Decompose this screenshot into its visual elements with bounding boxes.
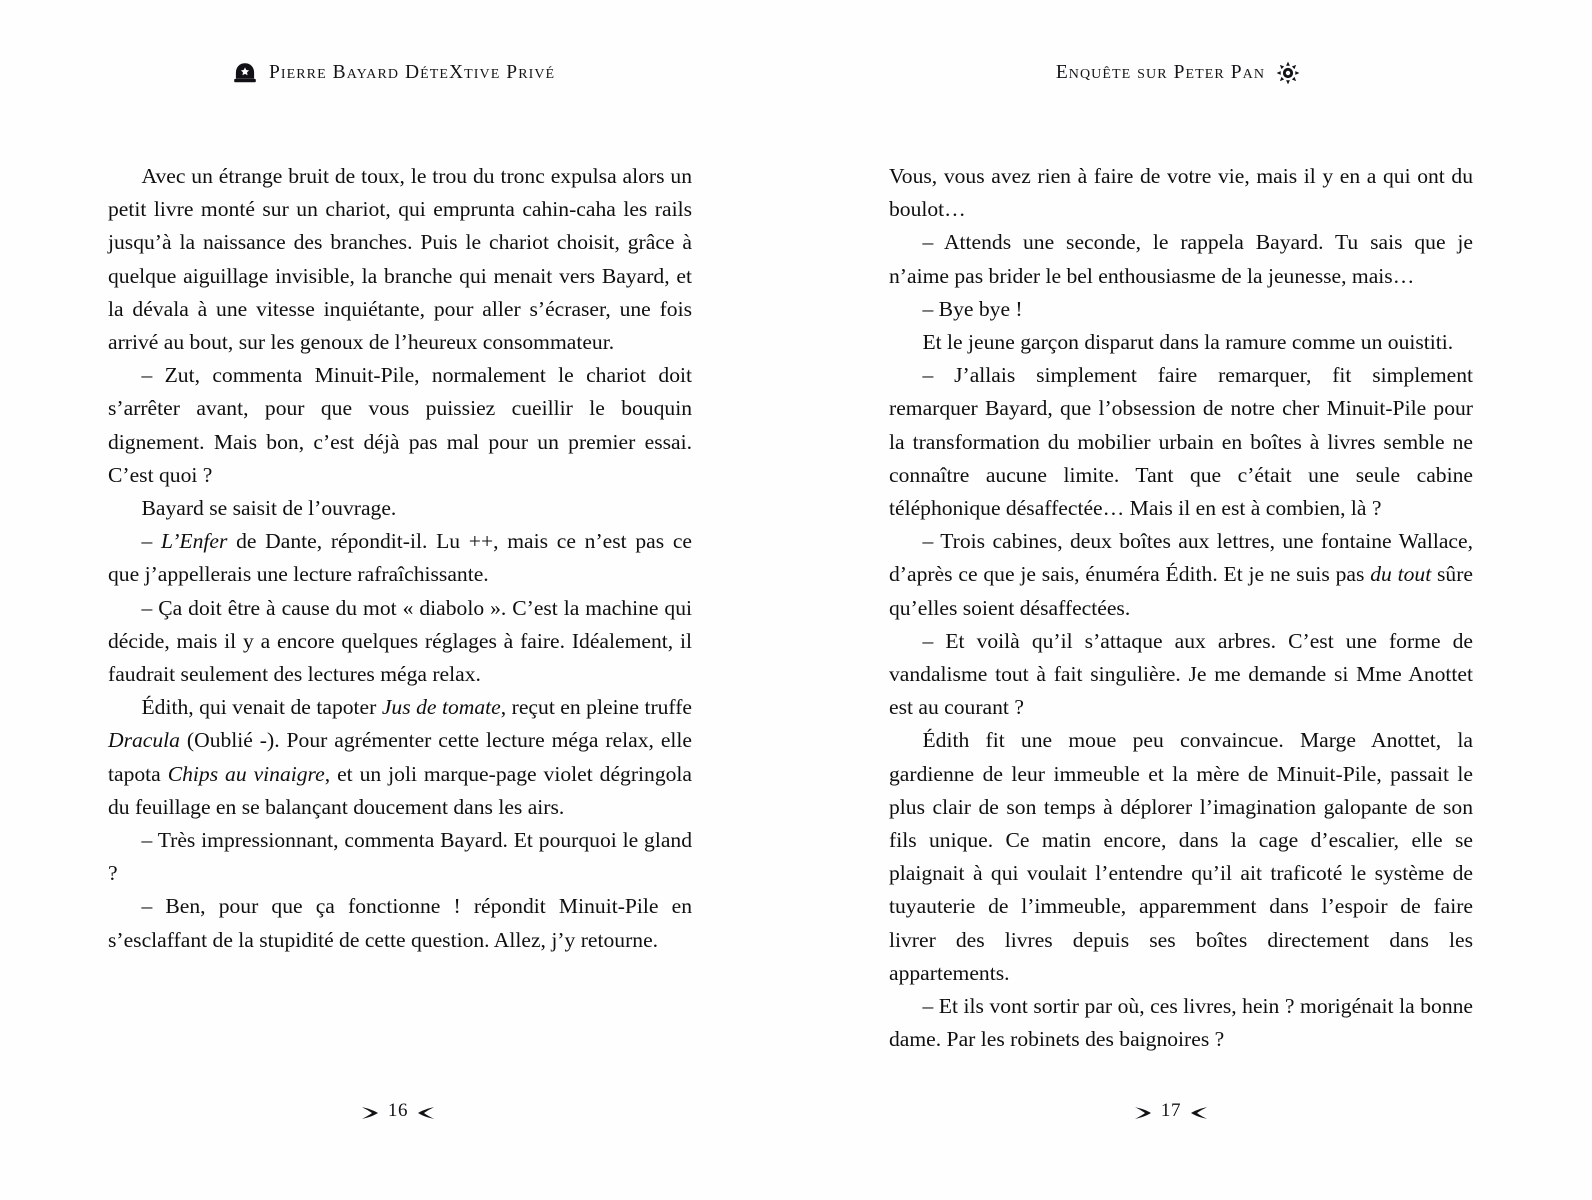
paragraph: – Très impressionnant, commenta Bayard. Et pourquoi le gland ? (108, 828, 692, 886)
arrow-ornament-icon (1134, 1104, 1152, 1118)
paragraph: – Ben, pour que ça fonctionne ! répondit Minuit-Pile en s’esclaffant de la stupidité de cette question. Allez, j’y retourne. (108, 894, 692, 952)
page-number-left: 16 (387, 1100, 409, 1121)
paragraph: – Bye bye ! (922, 296, 1023, 321)
right-page-textblock (889, 160, 1473, 1056)
paragraph: Vous, vous avez rien à faire de votre vie, mais il y en a qui ont du boulot… (889, 164, 1473, 222)
running-head-right-label: Enquête sur Peter Pan (1055, 62, 1265, 83)
paragraph: – J’allais simplement faire remarquer, fit simplement remarquer Bayard, que l’obsession de notre cher Minuit-Pile pour la transformation du mobilier urbain en boîtes à livres semble ne connaître aucune limite. Tant que c’était une seule cabine téléphonique désaffectée… Mais il en est à combien, là ? (889, 363, 1473, 521)
running-head-left (232, 58, 555, 88)
paragraph: – Et voilà qu’il s’attaque aux arbres. C’est une forme de vandalisme tout à fait singulière. Je me demande si Mme Anottet est au courant ? (889, 628, 1473, 720)
arrow-ornament-icon (417, 1104, 435, 1118)
paragraph: Bayard se saisit de l’ouvrage. (141, 496, 397, 521)
running-head-right (1056, 58, 1300, 88)
arrow-ornament-icon (361, 1104, 379, 1118)
italic-title: Jus de tomate (381, 695, 501, 720)
italic-title: Chips au vinaigre (167, 761, 325, 786)
paragraph: – Attends une seconde, le rappela Bayard. Tu sais que je n’aime pas brider le bel enthousiasme de la jeunesse, mais… (889, 230, 1473, 288)
italic-title: L’Enfer (160, 529, 228, 554)
left-page-textblock (108, 160, 692, 957)
paragraph: Avec un étrange bruit de toux, le trou du tronc expulsa alors un petit livre monté sur un chariot, qui emprunta cahin-caha les rails jusqu’à la naissance des branches. Puis le chariot choisit, grâce à quelque aiguillage invisible, la branche qui menait vers Bayard, et la dévala à une vitesse inquiétante, pour aller s’écraser, une fois arrivé au bout, sur les genoux de l’heureux consommateur. (108, 164, 692, 355)
paragraph: Et le jeune garçon disparut dans la ramure comme un ouistiti. (922, 330, 1454, 355)
paragraph: – Ça doit être à cause du mot « diabolo ». C’est la machine qui décide, mais il y a encore quelques réglages à faire. Idéalement, il faudrait seulement des lectures méga relax. (108, 595, 692, 687)
paragraph: – Zut, commenta Minuit-Pile, normalement le chariot doit s’arrêter avant, pour que vous puissiez cueillir le bouquin dignement. Mais bon, c’est déjà pas mal pour un premier essai. C’est quoi ? (108, 363, 692, 487)
paragraph: – L’Enfer de Dante, répondit-il. Lu ++, mais ce n’est pas ce que j’appellerais une lecture rafraîchissante. (108, 529, 692, 587)
right-page (796, 0, 1592, 1200)
italic-title: du tout (1370, 562, 1432, 587)
paragraph: Édith fit une moue peu convaincue. Marge Anottet, la gardienne de leur immeuble et la mère de Minuit-Pile, passait le plus clair de son temps à déplorer l’imagination galopante de son fils unique. Ce matin encore, dans la cage d’escalier, elle se plaignait à qui voulait l’entendre qu’il ait traficoté le système de tuyauterie de l’immeuble, apparemment dans l’espoir de faire livrer des livres depuis ses boîtes directement dans les appartements. (889, 728, 1473, 985)
running-head-left-label: Pierre Bayard DéteXtive Privé (269, 62, 556, 83)
folio-right (1051, 1100, 1291, 1122)
detective-cap-icon (232, 62, 258, 84)
paragraph: – Et ils vont sortir par où, ces livres, hein ? morigénait la bonne dame. Par les robinets des baignoires ? (889, 994, 1473, 1052)
italic-title: Dracula (108, 728, 180, 753)
page-number-right: 17 (1160, 1100, 1182, 1121)
arrow-ornament-icon (1190, 1104, 1208, 1118)
paragraph: – Trois cabines, deux boîtes aux lettres, une fontaine Wallace, d’après ce que je sais, énuméra Édith. Et je ne suis pas du tout sûre qu’elles soient désaffectées. (889, 529, 1474, 620)
paragraph: Édith, qui venait de tapoter Jus de tomate, reçut en pleine truffe Dracula (Oublié -). Pour agrémenter cette lecture méga relax, elle tapota Chips au vinaigre, et un joli marque-page violet dégringola du feuillage en se balançant doucement dans les airs. (108, 695, 693, 819)
folio-left (278, 1100, 518, 1122)
sun-ornament-icon (1276, 61, 1300, 85)
